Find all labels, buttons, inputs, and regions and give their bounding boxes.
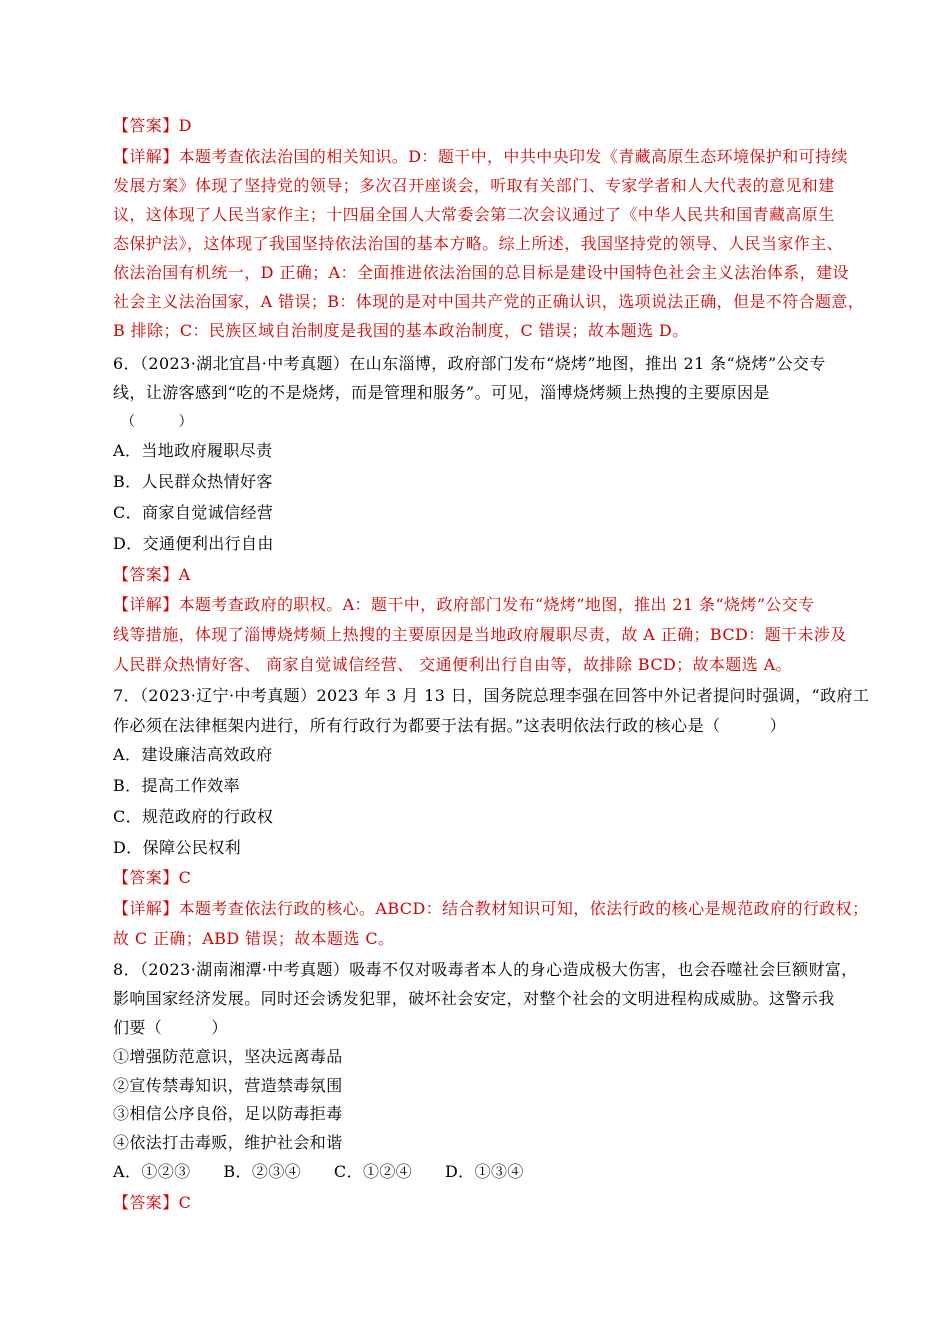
explanation-q5-line: 社会主义法治国家，A 错误；B：体现的是对中国共产党的正确认识，选项说法正确，但是不符合题意， xyxy=(113,292,865,311)
option-q6-a: A．当地政府履职尽责 xyxy=(113,441,273,460)
question-8-line: 影响国家经济发展。同时还会诱发犯罪，破坏社会安定，对整个社会的文明进程构成威胁。这警示我 xyxy=(113,989,835,1008)
explanation-q5-line: 态保护法》，这体现了我国坚持依法治国的基本方略。综上所述，我国坚持党的领导、人民当家作主、 xyxy=(113,234,844,253)
option-q6-d: D．交通便利出行自由 xyxy=(113,534,274,553)
question-8-line: 8．（2023·湖南湘潭·中考真题）吸毒不仅对吸毒者本人的身心造成极大伤害，也会吞噬社会巨额财富， xyxy=(113,960,858,979)
statement-q8-1: ①增强防范意识，坚决远离毒品 xyxy=(113,1047,343,1066)
explanation-q7-line: 故 C 正确；ABD 错误；故本题选 C。 xyxy=(113,929,395,948)
question-8-line: 们要（ ） xyxy=(113,1018,228,1037)
option-q7-b: B．提高工作效率 xyxy=(113,776,240,795)
question-7-line: 作必须在法律框架内进行，所有行政行为都要于法有据。”这表明依法行政的核心是（ ） xyxy=(113,716,786,735)
statement-q8-3: ③相信公序良俗，足以防毒拒毒 xyxy=(113,1104,343,1123)
explanation-q7-line: 【详解】本题考查依法行政的核心。ABCD：结合教材知识可知，依法行政的核心是规范政府的行政权； xyxy=(113,899,869,918)
option-q6-c: C．商家自觉诚信经营 xyxy=(113,503,274,522)
explanation-q5-line: B 排除；C：民族区域自治制度是我国的基本政治制度，C 错误；故本题选 D。 xyxy=(113,321,689,340)
answer-q7: 【答案】C xyxy=(113,868,192,887)
answer-q5: 【答案】D xyxy=(113,116,192,135)
options-q8: A．①②③ B．②③④ C．①②④ D．①③④ xyxy=(113,1162,524,1181)
answer-q8: 【答案】C xyxy=(113,1193,192,1212)
question-6-line: 6．（2023·湖北宜昌·中考真题）在山东淄博，政府部门发布“烧烤”地图，推出 21 条“烧烤”公交专 xyxy=(113,354,826,373)
explanation-q6-line: 人民群众热情好客、 商家自觉诚信经营、 交通便利出行自由等，故排除 BCD；故本题选 A。 xyxy=(113,655,793,674)
explanation-q5-line: 【详解】本题考查依法治国的相关知识。D：题干中，中共中央印发《青藏高原生态环境保护和可持续 xyxy=(113,147,848,166)
explanation-q6-line: 线等措施，体现了淄博烧烤频上热搜的主要原因是当地政府履职尽责，故 A 正确；BCD：题干未涉及 xyxy=(113,625,847,644)
explanation-q5-line: 议，这体现了人民当家作主；十四届全国人大常委会第二次会议通过了《中华人民共和国青藏高原生 xyxy=(113,205,835,224)
explanation-q6-line: 【详解】本题考查政府的职权。A：题干中，政府部门发布“烧烤”地图，推出 21 条“烧烤”公交专 xyxy=(113,595,815,614)
option-q7-c: C．规范政府的行政权 xyxy=(113,807,274,826)
option-q6-b: B．人民群众热情好客 xyxy=(113,472,273,491)
option-q7-d: D．保障公民权利 xyxy=(113,838,242,857)
statement-q8-4: ④依法打击毒贩，维护社会和谐 xyxy=(113,1133,343,1152)
question-7-line: 7．（2023·辽宁·中考真题）2023 年 3 月 13 日，国务院总理李强在回答中外记者提问时强调，“政府工 xyxy=(113,686,870,705)
statement-q8-2: ②宣传禁毒知识，营造禁毒氛围 xyxy=(113,1076,343,1095)
question-6-line: 线，让游客感到“吃的不是烧烤，而是管理和服务”。可见，淄博烧烤频上热搜的主要原因是 xyxy=(113,383,770,402)
explanation-q5-line: 依法治国有机统一，D 正确；A：全面推进依法治国的总目标是建设中国特色社会主义法治体系，建设 xyxy=(113,263,849,282)
option-q7-a: A．建设廉洁高效政府 xyxy=(113,745,273,764)
explanation-q5-line: 发展方案》体现了坚持党的领导；多次召开座谈会，听取有关部门、专家学者和人大代表的意见和建 xyxy=(113,176,835,195)
question-6-blank: （ ） xyxy=(121,414,193,430)
answer-q6: 【答案】A xyxy=(113,565,191,584)
